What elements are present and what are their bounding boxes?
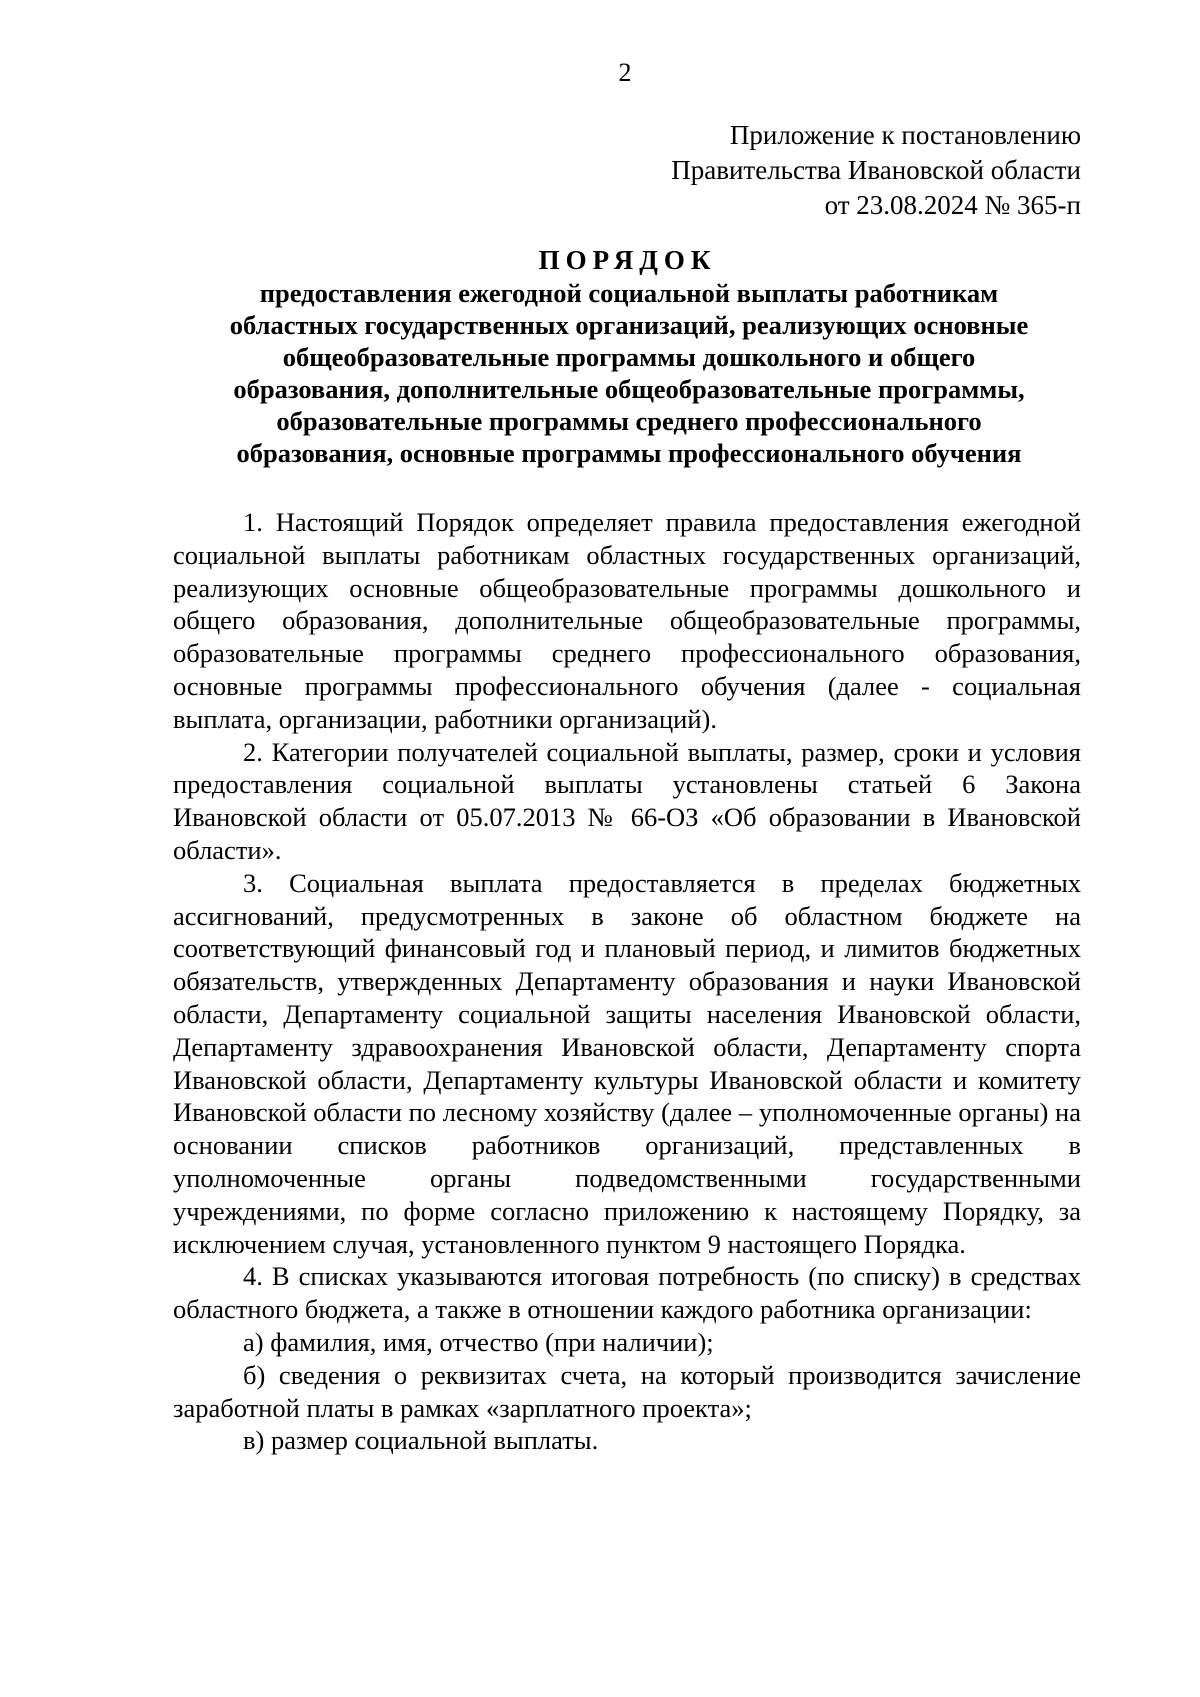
appendix-line: от 23.08.2024 № 365-п — [824, 190, 1081, 220]
document-title: ПОРЯДОК — [538, 245, 717, 275]
paragraph-4: 4. В списках указываются итоговая потребность (по списку) в средствах областного бюджета, а также в отношении каждого работника организации: — [173, 1261, 1081, 1325]
appendix-line: Приложение к постановлению — [729, 120, 1081, 150]
page-number: 2 — [618, 58, 632, 87]
document-body — [173, 506, 1081, 1457]
paragraph-2: 2. Категории получателей социальной выплаты, размер, сроки и условия предоставления социальной выплаты установлены статьей 6 Закона Ивановской области от 05.07.2013 № 66-ОЗ «Об образовании в Ивановской области». — [173, 736, 1081, 865]
subtitle-line: областных государственных организаций, реализующих основные — [229, 310, 1029, 340]
appendix-header — [521, 118, 1081, 223]
subtitle-line: образования, основные программы профессионального обучения — [236, 438, 1022, 468]
list-item-c: в) размер социальной выплаты. — [243, 1425, 599, 1456]
subtitle-line: предоставления ежегодной социальной выплаты работникам — [259, 278, 999, 308]
list-item-b: б) сведения о реквизитах счета, на который производится зачисление заработной платы в рамках «зарплатного проекта»; — [173, 1359, 1081, 1423]
document-subtitle — [175, 277, 1083, 469]
appendix-line: Правительства Ивановской области — [671, 155, 1081, 185]
subtitle-line: образовательные программы среднего профессионального — [276, 406, 982, 436]
list-item-a: а) фамилия, имя, отчество (при наличии); — [243, 1326, 714, 1357]
subtitle-line: общеобразовательные программы дошкольного и общего — [282, 342, 976, 372]
subtitle-line: образования, дополнительные общеобразовательные программы, — [233, 374, 1025, 404]
paragraph-1: 1. Настоящий Порядок определяет правила предоставления ежегодной социальной выплаты работникам областных государственных организаций, реализующих основные общеобразовательные программы дошкольного и общего образования, дополнительные общеобразовательные программы, образовательные программы среднего профессионального образования, основные программы профессионального обучения (далее - социальная выплата, организации, работники организаций). — [173, 507, 1081, 734]
paragraph-3: 3. Социальная выплата предоставляется в пределах бюджетных ассигнований, предусмотренных в законе об областном бюджете на соответствующий финансовый год и плановый период, и лимитов бюджетных обязательств, утвержденных Департаменту образования и науки Ивановской области, Департаменту социальной защиты населения Ивановской области, Департаменту здравоохранения Ивановской области, Департаменту спорта Ивановской области, Департаменту культуры Ивановской области и комитету Ивановской области по лесному хозяйству (далее – уполномоченные органы) на основании списков работников организаций, представленных в уполномоченные органы подведомственными государственными учреждениями, по форме согласно приложению к настоящему Порядку, за исключением случая, установленного пунктом 9 настоящего Порядка. — [173, 867, 1081, 1259]
